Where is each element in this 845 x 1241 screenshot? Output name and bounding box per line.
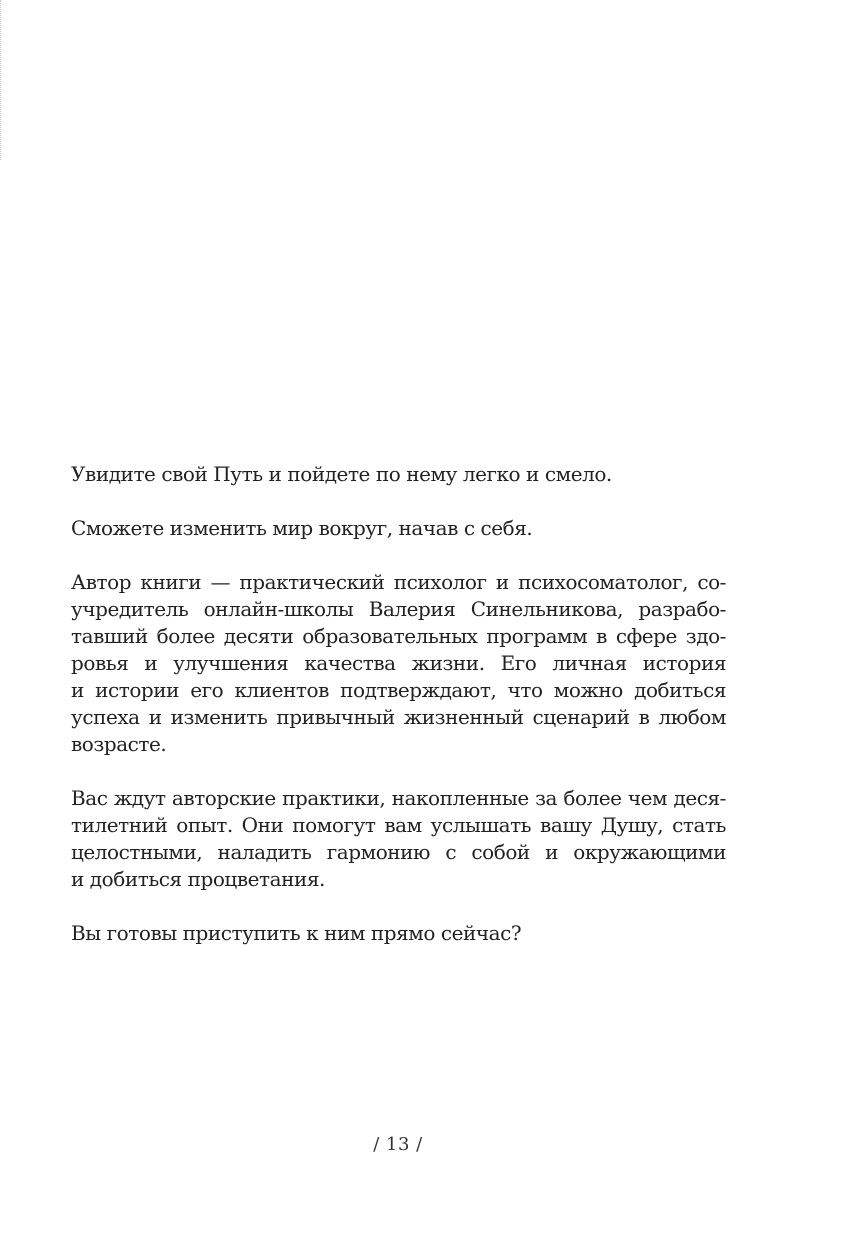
- text-line: Увидите свой Путь и пойдете по нему легко и смело.: [71, 462, 612, 486]
- text-line: тилетний опыт. Они помогут вам услышать вашу Душу, стать: [71, 813, 726, 837]
- paragraph-change-world: [71, 515, 726, 542]
- text-line: ровья и улучшения качества жизни. Его личная история: [71, 651, 726, 675]
- page-body: [71, 461, 726, 974]
- text-line: Вас ждут авторские практики, накопленные за более чем деся-: [71, 786, 726, 810]
- text-line: Сможете изменить мир вокруг, начав с себя.: [71, 516, 533, 540]
- text-line: и добиться процветания.: [71, 867, 325, 891]
- page-edge-marks: [0, 0, 3, 160]
- paragraph-question: [71, 920, 726, 947]
- text-line: учредитель онлайн-школы Валерия Синельникова, разрабо-: [71, 597, 726, 621]
- text-line: успеха и изменить привычный жизненный сценарий в любом: [71, 705, 726, 729]
- paragraph-practices: [71, 785, 726, 893]
- text-line: целостными, наладить гармонию с собой и окружающими: [71, 840, 726, 864]
- text-line: Автор книги — практический психолог и психосоматолог, со-: [71, 570, 726, 594]
- text-line: и истории его клиентов подтверждают, что можно добиться: [71, 678, 726, 702]
- page-number: / 13 /: [373, 1134, 423, 1155]
- text-line: тавший более десяти образовательных программ в сфере здо-: [71, 624, 726, 648]
- paragraph-author: [71, 569, 726, 758]
- text-line: Вы готовы приступить к ним прямо сейчас?: [71, 921, 522, 945]
- text-line: возрасте.: [71, 732, 167, 756]
- paragraph-path: [71, 461, 726, 488]
